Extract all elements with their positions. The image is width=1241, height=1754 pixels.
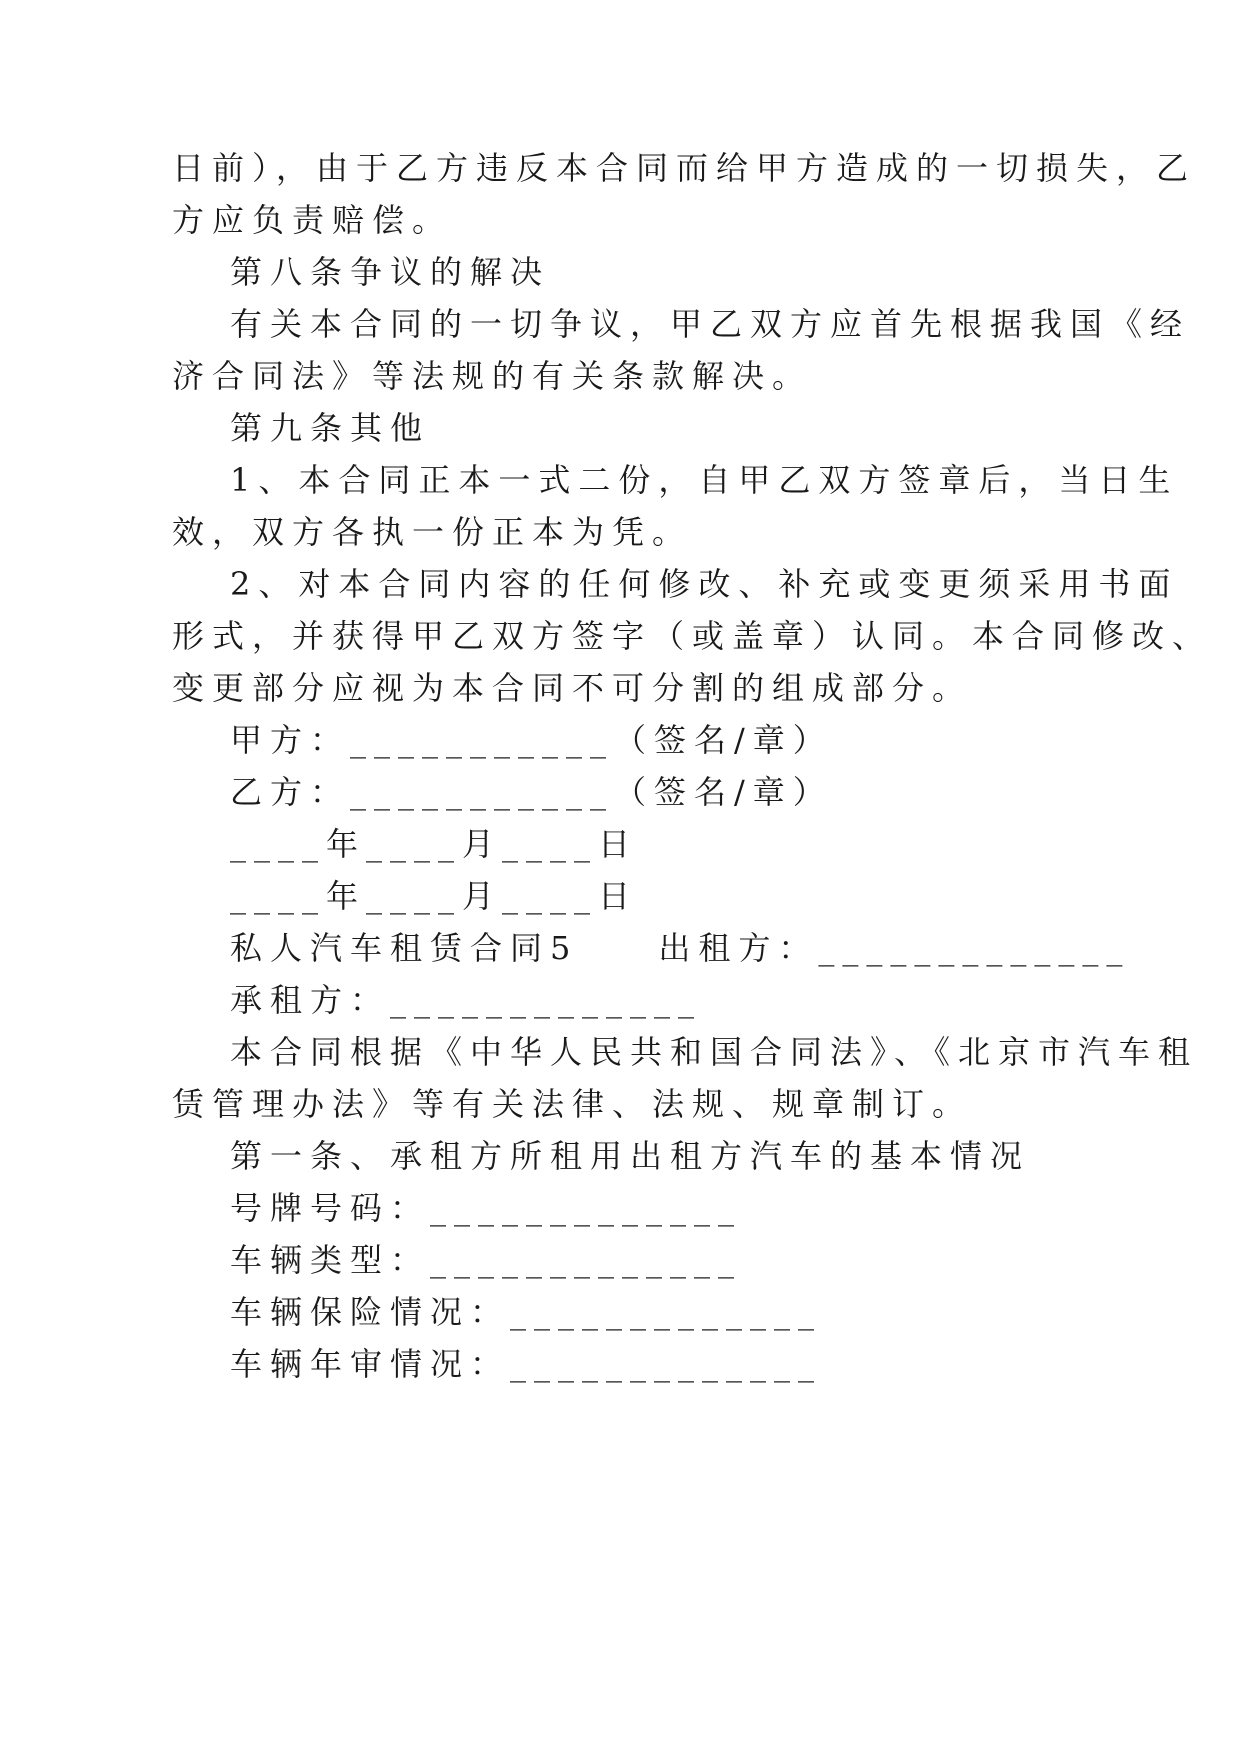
text-line: 有关本合同的一切争议，甲乙双方应首先根据我国《经 [230, 305, 1191, 343]
plate-number-field: 号牌号码：_____________ [230, 1189, 743, 1227]
text-line: 方应负责赔偿。 [172, 201, 453, 239]
text-line: 1、本合同正本一式二份，自甲乙双方签章后，当日生 [230, 461, 1179, 499]
annual-inspection-field: 车辆年审情况：_____________ [230, 1345, 823, 1383]
text-line: 赁管理办法》等有关法律、法规、规章制订。 [172, 1085, 973, 1123]
text-line: 本合同根据《中华人民共和国合同法》、《北京市汽车租 [230, 1033, 1199, 1071]
date-line: ____年____月____日 [230, 877, 639, 915]
text-line: 变更部分应视为本合同不可分割的组成部分。 [172, 669, 973, 707]
section-heading: 第九条其他 [230, 409, 431, 447]
text-line: 日前），由于乙方违反本合同而给甲方造成的一切损失，乙 [172, 149, 1197, 187]
party-b-signature-line: 乙方：___________（签名/章） [230, 773, 833, 811]
insurance-status-field: 车辆保险情况：_____________ [230, 1293, 823, 1331]
text-line: 济合同法》等法规的有关条款解决。 [172, 357, 813, 395]
vehicle-type-field: 车辆类型：_____________ [230, 1241, 743, 1279]
lessee-line: 承租方：_____________ [230, 981, 703, 1019]
text-line: 形式，并获得甲乙双方签字（或盖章）认同。本合同修改、 [172, 617, 1213, 655]
text-line: 效，双方各执一份正本为凭。 [172, 513, 693, 551]
text-line: 2、对本合同内容的任何修改、补充或变更须采用书面 [230, 565, 1179, 603]
section-heading: 第八条争议的解决 [230, 253, 551, 291]
section-heading: 第一条、承租方所租用出租方汽车的基本情况 [230, 1137, 1031, 1175]
contract-title-lessor-line: 私人汽车租赁合同5 出租方：_____________ [230, 929, 1131, 967]
date-line: ____年____月____日 [230, 825, 639, 863]
party-a-signature-line: 甲方：___________（签名/章） [230, 721, 833, 759]
